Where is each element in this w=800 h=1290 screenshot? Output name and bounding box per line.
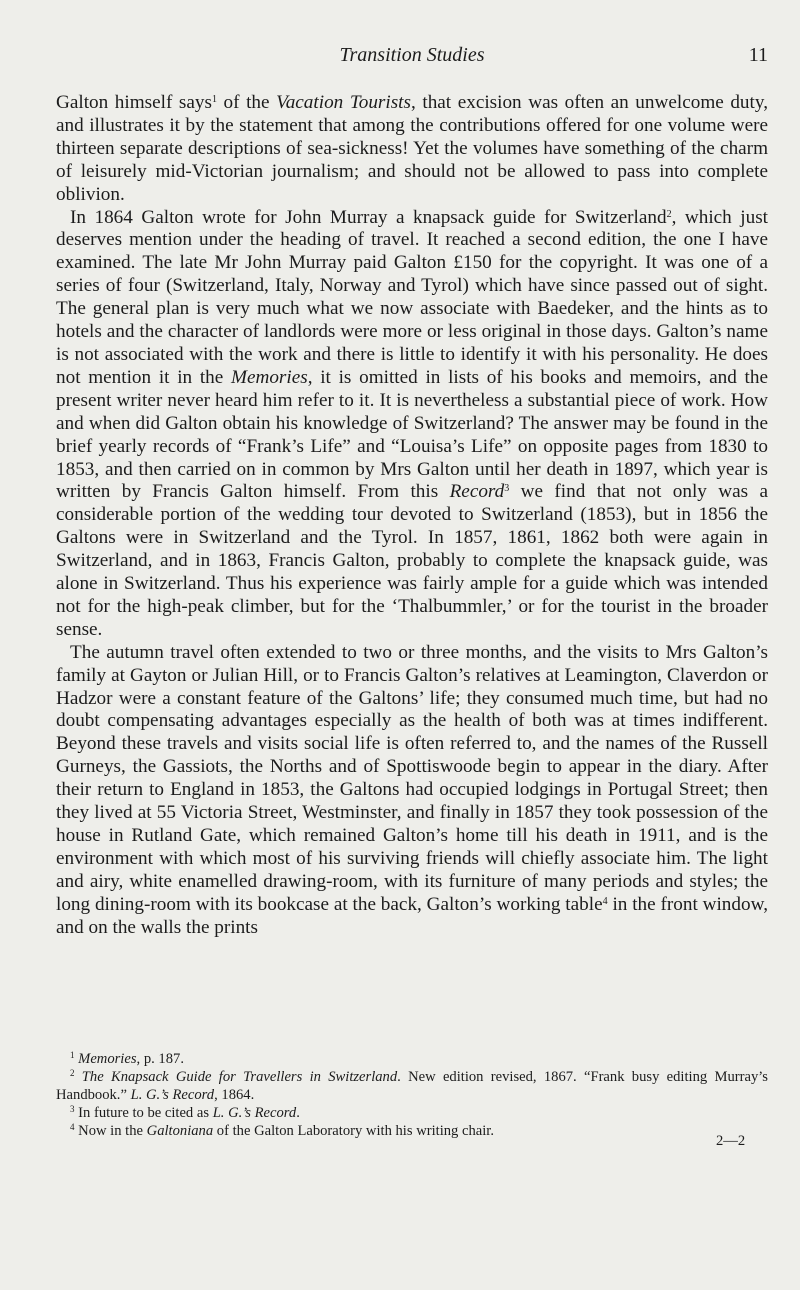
footnote-marker: 4: [70, 1122, 75, 1132]
text-run: The autumn travel often extended to two or three months, and the visits to Mrs Galton’s family at Gayton or Julian Hill, or to Francis Galton’s relatives at Leamington, Claverdon or Hadzor were a constant feature of the Galtons’ life; they consumed much time, but had no doubt compensating advantages especially as the health of both was at times indifferent. Beyond these travels and visits social life is often referred to, and the names of the Russell Gurneys, the Gassiots, the Norths and of Spottiswoode begin to appear in the diary. After their return to England in 1853, the Galtons had occupied lodgings in Portugal Street; then they lived at 55 Victoria Street, Westminster, and finally in 1857 they took possession of the house in Rutland Gate, which remained Galton’s home till his death in 1911, and is the environment with which most of his surviving friends will chiefly associate him. The light and airy, white enamelled drawing-room, with its furniture of many periods and styles; the long dining-room with its bookcase at the back, Galton’s working table: [56, 641, 768, 915]
paragraph: [56, 92, 768, 207]
body-text: [56, 92, 768, 940]
text-run: , 1864.: [214, 1087, 255, 1103]
text-run: in the front window, and on the walls the prints: [56, 893, 768, 938]
italic-text: Vacation Tourists: [276, 92, 411, 113]
italic-text: L. G.’s Record: [212, 1105, 297, 1121]
text-run: [75, 1069, 82, 1085]
running-head: Transition Studies: [339, 44, 485, 66]
text-run: Galton himself says: [56, 92, 212, 113]
footnote: [56, 1104, 768, 1122]
text-run: , that excision was often an unwelcome duty, and illustrates it by the statement that among the contributions offered for one volume were thirteen separate descriptions of sea-sickness! Yet the volumes have something of the charm of leisurely mid-Victorian journalism; and should not be allowed to pass into complete oblivion.: [56, 92, 768, 205]
footnote-marker: 3: [70, 1104, 75, 1114]
text-run: of the: [216, 92, 277, 113]
italic-text: L. G.’s Record: [130, 1087, 215, 1103]
text-run: In 1864 Galton wrote for John Murray a knapsack guide for Switzerland: [70, 206, 667, 228]
footnote: [56, 1050, 768, 1068]
footnote-marker: 4: [602, 895, 608, 907]
italic-text: Galtoniana: [146, 1123, 214, 1139]
text-run: , it is omitted in lists of his books and memoirs, and the present writer never heard him refer to it. It is nevertheless a substantial piece of work. How and when did Galton obtain his knowledge of Switzerland? The answer may be found in the brief yearly records of “Frank’s Life” and “Louisa’s Life” on opposite pages from 1830 to 1853, and then carried on in common by Mrs Galton until her death in 1897, which year is written by Francis Galton himself. From this: [56, 366, 768, 503]
footnote: [56, 1122, 768, 1140]
text-run: , p. 187.: [136, 1051, 184, 1067]
italic-text: Memories: [230, 366, 308, 388]
text-run: In future to be cited as: [74, 1105, 213, 1121]
paragraph: [56, 642, 768, 940]
text-run: of the Galton Laboratory with his writing chair.: [213, 1123, 495, 1139]
footnote-marker: 2: [666, 208, 672, 220]
text-run: , which just deserves mention under the heading of travel. It reached a second edition, the one I have examined. The late Mr John Murray paid Galton £150 for the copyright. It was one of a series of four (Switzerland, Italy, Norway and Tyrol) which have since passed out of sight. The general plan is very much what we now associate with Baedeker, and the hints as to hotels and the character of landlords were more or less original in those days. Galton’s name is not associated with the work and there is little to identify it with his personality. He does not mention it in the: [56, 206, 768, 388]
text-run: we find that not only was a considerable portion of the wedding tour devoted to Switzerland (1853), but in 1856 the Galtons were in Switzerland and the Tyrol. In 1857, 1861, 1862 both were again in Switzerland, and in 1863, Francis Galton, probably to complete the knapsack guide, was alone in Switzerland. Thus his experience was fairly ample for a guide which was intended not for the high-peak climber, but for the ‘Thalbummler,’ or for the tourist in the broader sense.: [56, 481, 768, 640]
text-run: .: [296, 1105, 300, 1121]
footnote-marker: 3: [504, 483, 510, 495]
text-run: . New edition revised, 1867. “Frank busy editing Murray’s Handbook.”: [56, 1069, 768, 1103]
italic-text: Record: [449, 481, 505, 503]
page-number: 11: [748, 44, 768, 66]
paragraph: [56, 207, 768, 642]
page-header: [56, 44, 768, 74]
footnote-marker: 1: [70, 1050, 75, 1060]
text-run: Now in the: [74, 1123, 147, 1139]
footnote-marker: 2: [70, 1068, 75, 1078]
signature-mark: 2—2: [716, 1133, 746, 1149]
footnote-marker: 1: [211, 94, 217, 105]
footnotes: [56, 1050, 768, 1140]
italic-text: Memories: [78, 1051, 137, 1067]
italic-text: The Knapsack Guide for Travellers in Switzerland: [81, 1069, 398, 1085]
footnote: [56, 1068, 768, 1104]
